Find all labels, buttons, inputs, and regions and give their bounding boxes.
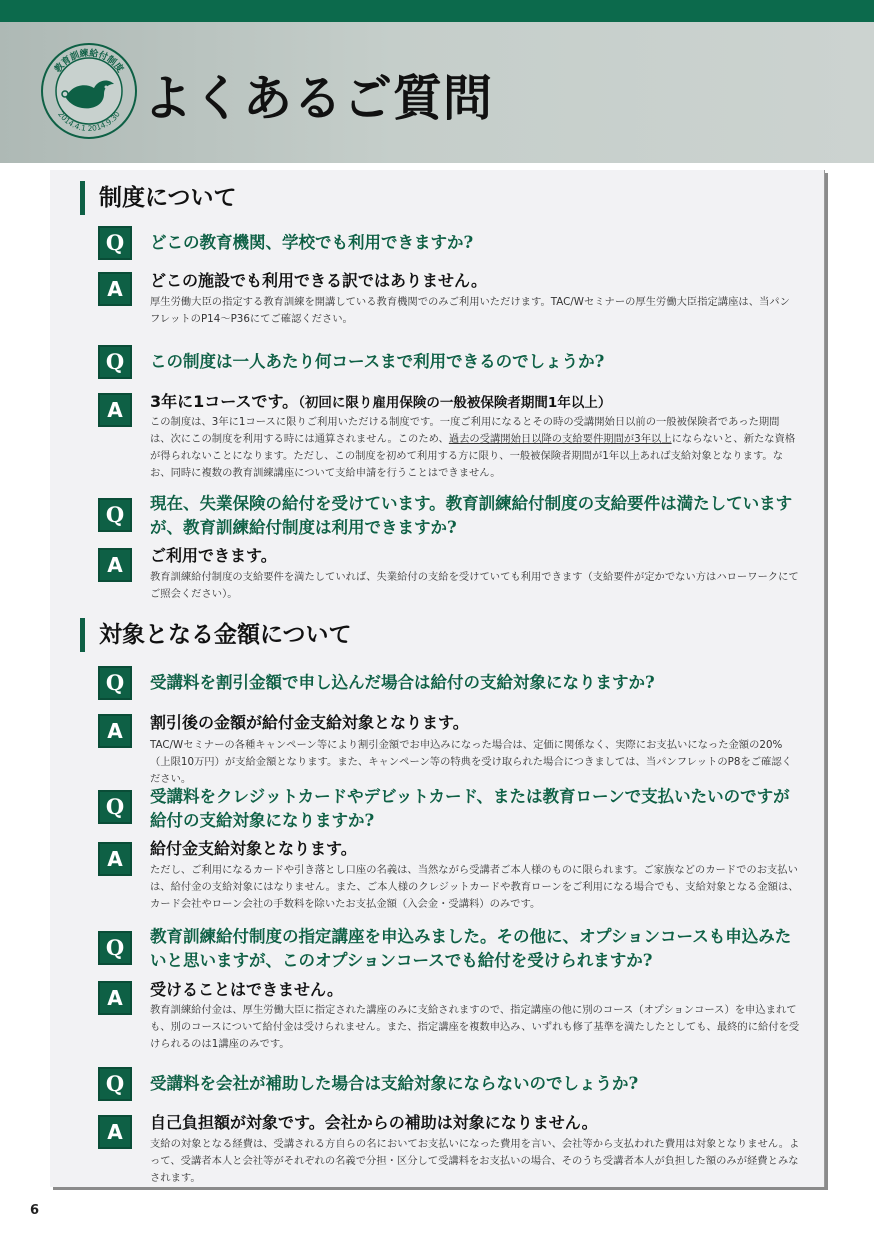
a-badge: A — [98, 548, 132, 582]
program-seal-logo — [40, 42, 138, 140]
question-text: どこの教育機関、学校でも利用できますか? — [150, 233, 474, 252]
answer-body: 厚生労働大臣の指定する教育訓練を開講している教育機関でのみご利用いただけます。TAC/Wセミナーの厚生労働大臣指定講座は、当パンフレットのP14～P36にてご確認ください。 — [150, 296, 790, 325]
answer-body-underlined: 過去の受講開始日以降の支給要件期間が3年以上 — [448, 433, 672, 445]
section-heading: 対象となる金額について — [80, 618, 352, 652]
answer-body-part: この制度は、3年に1コースに限りご利用いただける制度です。一度ご利用になるとその時の受講開始日以前の一般被保険者であった期間は、次にこの制度を利用する時には通算されません。このため、 — [150, 416, 780, 445]
logo-bottom-text: 2014.4.1 2014.9.30 — [56, 109, 122, 134]
top-color-bar — [0, 0, 874, 22]
answer-title: 自己負担額が対象です。会社からの補助は対象になりません。 — [150, 1113, 598, 1132]
logo-top-text: 教育訓練給付制度 — [53, 48, 125, 75]
a-badge: A — [98, 714, 132, 748]
a-badge: A — [98, 842, 132, 876]
answer-body — [150, 414, 800, 482]
a-badge: A — [98, 1115, 132, 1149]
answer-body-part: にならないと、新たな資格が得られないことになります。ただし、この制度を初めて利用する方に限り、一般被保険者期間が1年以上あれば支給対象となります。なお、同時に複数の教育訓練講座について支給申請を行うことはできません。 — [150, 433, 796, 479]
answer-title: 給付金支給対象となります。 — [150, 839, 357, 858]
q-badge: Q — [98, 498, 132, 532]
q-badge: Q — [98, 1067, 132, 1101]
answer-title — [150, 391, 810, 414]
q-badge: Q — [98, 226, 132, 260]
a-badge: A — [98, 272, 132, 306]
q-badge: Q — [98, 666, 132, 700]
q-badge: Q — [98, 345, 132, 379]
answer-title-main: 3年に1コースです。 — [150, 392, 299, 411]
q-badge: Q — [98, 790, 132, 824]
answer-body: 教育訓練給付金は、厚生労働大臣に指定された講座のみに支給されますので、指定講座の他に別のコース（オプションコース）を申込まれても、別のコースについて給付金は受けられません。また、指定講座を複数申込み、いずれも修了基準を満たしたとしても、最終的に給付を受けられるのは1講座のみです。 — [150, 1004, 800, 1050]
question-text: 現在、失業保険の給付を受けています。教育訓練給付制度の支給要件は満たしていますが、教育訓練給付制度は利用できますか? — [150, 494, 793, 537]
answer-body: ただし、ご利用になるカードや引き落とし口座の名義は、当然ながら受講者ご本人様のものに限られます。ご家族などのカードでのお支払いは、給付金の支給対象にはなりません。また、ご本人様のクレジットカードや教育ローンをご利用になる場合でも、支給対象となる金額は、カード会社やローン会社の手数料を除いたお支払金額（入会金・受講料）のみです。 — [150, 864, 799, 910]
answer-body: TAC/Wセミナーの各種キャンペーン等により割引金額でお申込みになった場合は、定価に関係なく、実際にお支払いになった金額の20%（上限10万円）が支給金額となります。また、キャンペーン等の特典を受け取られた場合につきましては、当パンフレットのP8をご確認ください。 — [150, 739, 792, 785]
a-badge: A — [98, 981, 132, 1015]
section-heading: 制度について — [80, 181, 237, 215]
question-text: 教育訓練給付制度の指定講座を申込みました。その他に、オプションコースも申込みたいと思いますが、このオプションコースでも給付を受けられますか? — [150, 927, 792, 970]
question-text: この制度は一人あたり何コースまで利用できるのでしょうか? — [150, 352, 605, 371]
answer-title: ご利用できます。 — [150, 546, 277, 565]
page-number: 6 — [30, 1203, 40, 1218]
q-badge: Q — [98, 931, 132, 965]
answer-title: 受けることはできません。 — [150, 980, 343, 999]
question-text: 受講料をクレジットカードやデビットカード、または教育ローンで支払いたいのですが給付の支給対象になりますか? — [150, 787, 790, 830]
answer-title: どこの施設でも利用できる訳ではありません。 — [150, 271, 487, 290]
page-title: よくあるご質問 — [143, 70, 494, 127]
answer-body: 教育訓練給付制度の支給要件を満たしていれば、失業給付の支給を受けていても利用できます（支給要件が定かでない方はハローワークにてご照会ください）。 — [150, 571, 799, 600]
question-text: 受講料を会社が補助した場合は支給対象にならないのでしょうか? — [150, 1074, 639, 1093]
page-header — [0, 22, 874, 163]
answer-title-sub: （初回に限り雇用保険の一般被保険者期間1年以上） — [298, 395, 612, 411]
answer-body: 支給の対象となる経費は、受講される方自らの名においてお支払いになった費用を言い、会社等から支払われた費用は対象となりません。よって、受講者本人と会社等がそれぞれの名義で分担・区分して受講料をお支払いの場合、そのうち受講者本人が負担した額のみが経費とみなされます。 — [150, 1138, 800, 1184]
question-text: 受講料を割引金額で申し込んだ場合は給付の支給対象になりますか? — [150, 673, 655, 692]
answer-title: 割引後の金額が給付金支給対象となります。 — [150, 713, 469, 732]
a-badge: A — [98, 393, 132, 427]
